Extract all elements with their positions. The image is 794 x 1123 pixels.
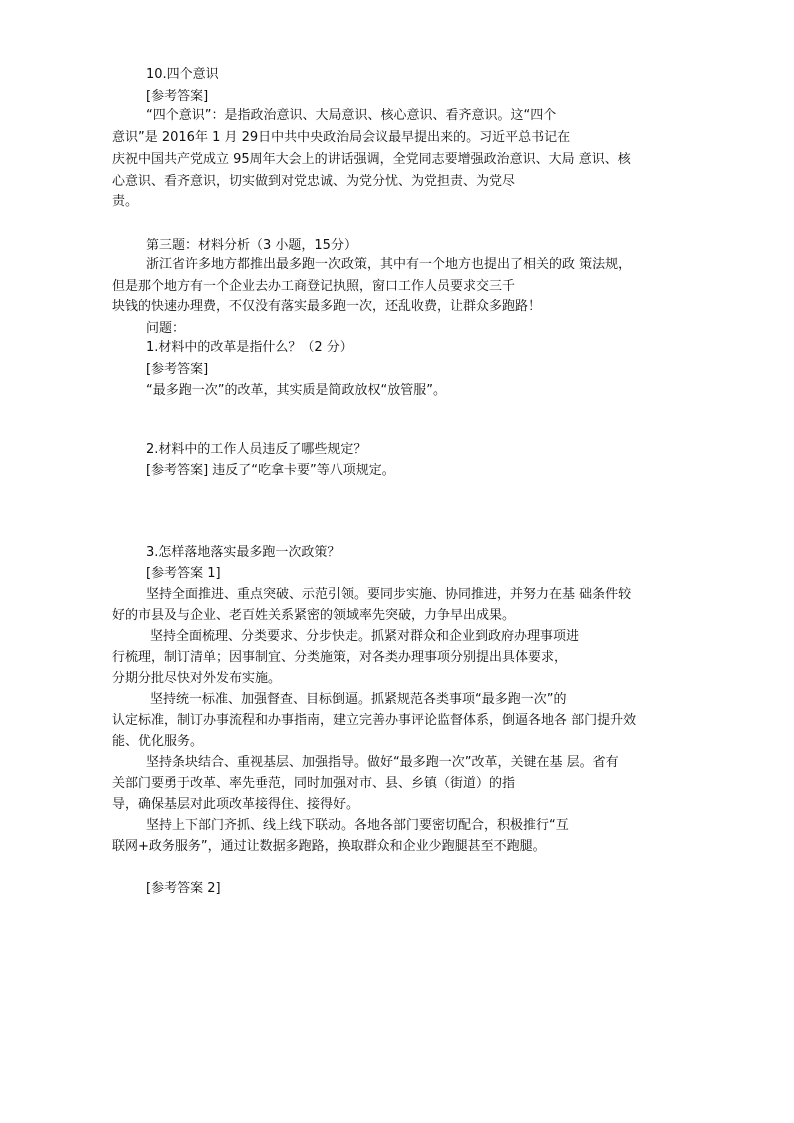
questions-label: 问题： [146,321,186,336]
q3-line-12: 坚持上下部门齐抓、线上线下联动。各地各部门要密切配合，积极推行“互 [146,818,569,833]
q1-ref-label: [参考答案] [146,362,209,377]
q2-answer: [参考答案] 违反了“吃拿卡要”等八项规定。 [146,463,395,478]
material-line-1: 浙江省许多地方都推出最多跑一次政策，其中有一个地方也提出了相关的政 策法规， [146,257,632,272]
q10-line-5: 责。 [112,194,139,209]
q3-line-8: 能、优化服务。 [112,734,204,749]
q3-line-6: 坚持统一标准、加强督查、目标倒逼。抓紧规范各类事项“最多跑一次”的 [150,692,567,707]
material-line-3: 块钱的快速办理费，不仅没有落实最多跑一次，还乱收费，让群众多跑路！ [112,299,542,314]
q3-line-7: 认定标准，制订办事流程和办事指南，建立完善办事评论监督体系，倒逼各地各 部门提升效 [112,713,637,728]
q10-line-1: “四个意识”：是指政治意识、大局意识、核心意识、看齐意识。这“四个 [146,108,557,123]
material-line-2: 但是那个地方有一个企业去办工商登记执照，窗口工作人员要求交三千 [112,279,516,294]
q3-line-9: 坚持条块结合、重视基层、加强指导。做好“最多跑一次”改革，关键在基 层。省有 [146,755,619,770]
q3-line-2: 好的市县及与企业、老百姓关系紧密的领域率先突破，力争早出成果。 [112,608,516,623]
q10-line-2: 意识”是 2016年 1 月 29日中共中央政治局会议最早提出来的。习近平总书记在 [112,130,571,145]
q10-title: 10.四个意识 [146,67,219,82]
q2-title: 2.材料中的工作人员违反了哪些规定？ [146,442,367,457]
section3-heading: 第三题：材料分析（3 小题，15分） [146,238,357,253]
q3-line-5: 分期分批尽快对外发布实施。 [112,671,282,686]
q10-ref-label: [参考答案] [146,89,209,104]
q3-ref1-label: [参考答案 1] [146,566,221,581]
q3-title: 3.怎样落地落实最多跑一次政策？ [146,545,341,560]
q3-line-1: 坚持全面推进、重点突破、示范引领。要同步实施、协同推进，并努力在基 础条件较 [146,587,632,602]
q3-line-13: 联网+政务服务”，通过让数据多跑路，换取群众和企业少跑腿甚至不跑腿。 [112,839,546,854]
q3-ref2-label: [参考答案 2] [146,881,221,896]
q3-line-4: 行梳理，制订清单；因事制宜、分类施策，对各类办理事项分别提出具体要求， [112,650,568,665]
q3-line-10: 关部门要勇于改革、率先垂范，同时加强对市、县、乡镇（街道）的指 [112,776,516,791]
q3-line-3: 坚持全面梳理、分类要求、分步快走。抓紧对群众和企业到政府办理事项进 [150,629,580,644]
q10-line-4: 心意识、看齐意识，切实做到对党忠诚、为党分忧、为党担责、为党尽 [112,174,516,189]
q1-answer: “最多跑一次”的改革，其实质是简政放权“放管服”。 [146,383,446,398]
q10-line-3: 庆祝中国共产党成立 95周年大会上的讲话强调，全党同志要增强政治意识、大局 意识、核 [112,152,631,167]
q1-title: 1.材料中的改革是指什么？（2 分） [146,340,353,355]
q3-line-11: 导，确保基层对此项改革接得住、接得好。 [112,797,360,812]
